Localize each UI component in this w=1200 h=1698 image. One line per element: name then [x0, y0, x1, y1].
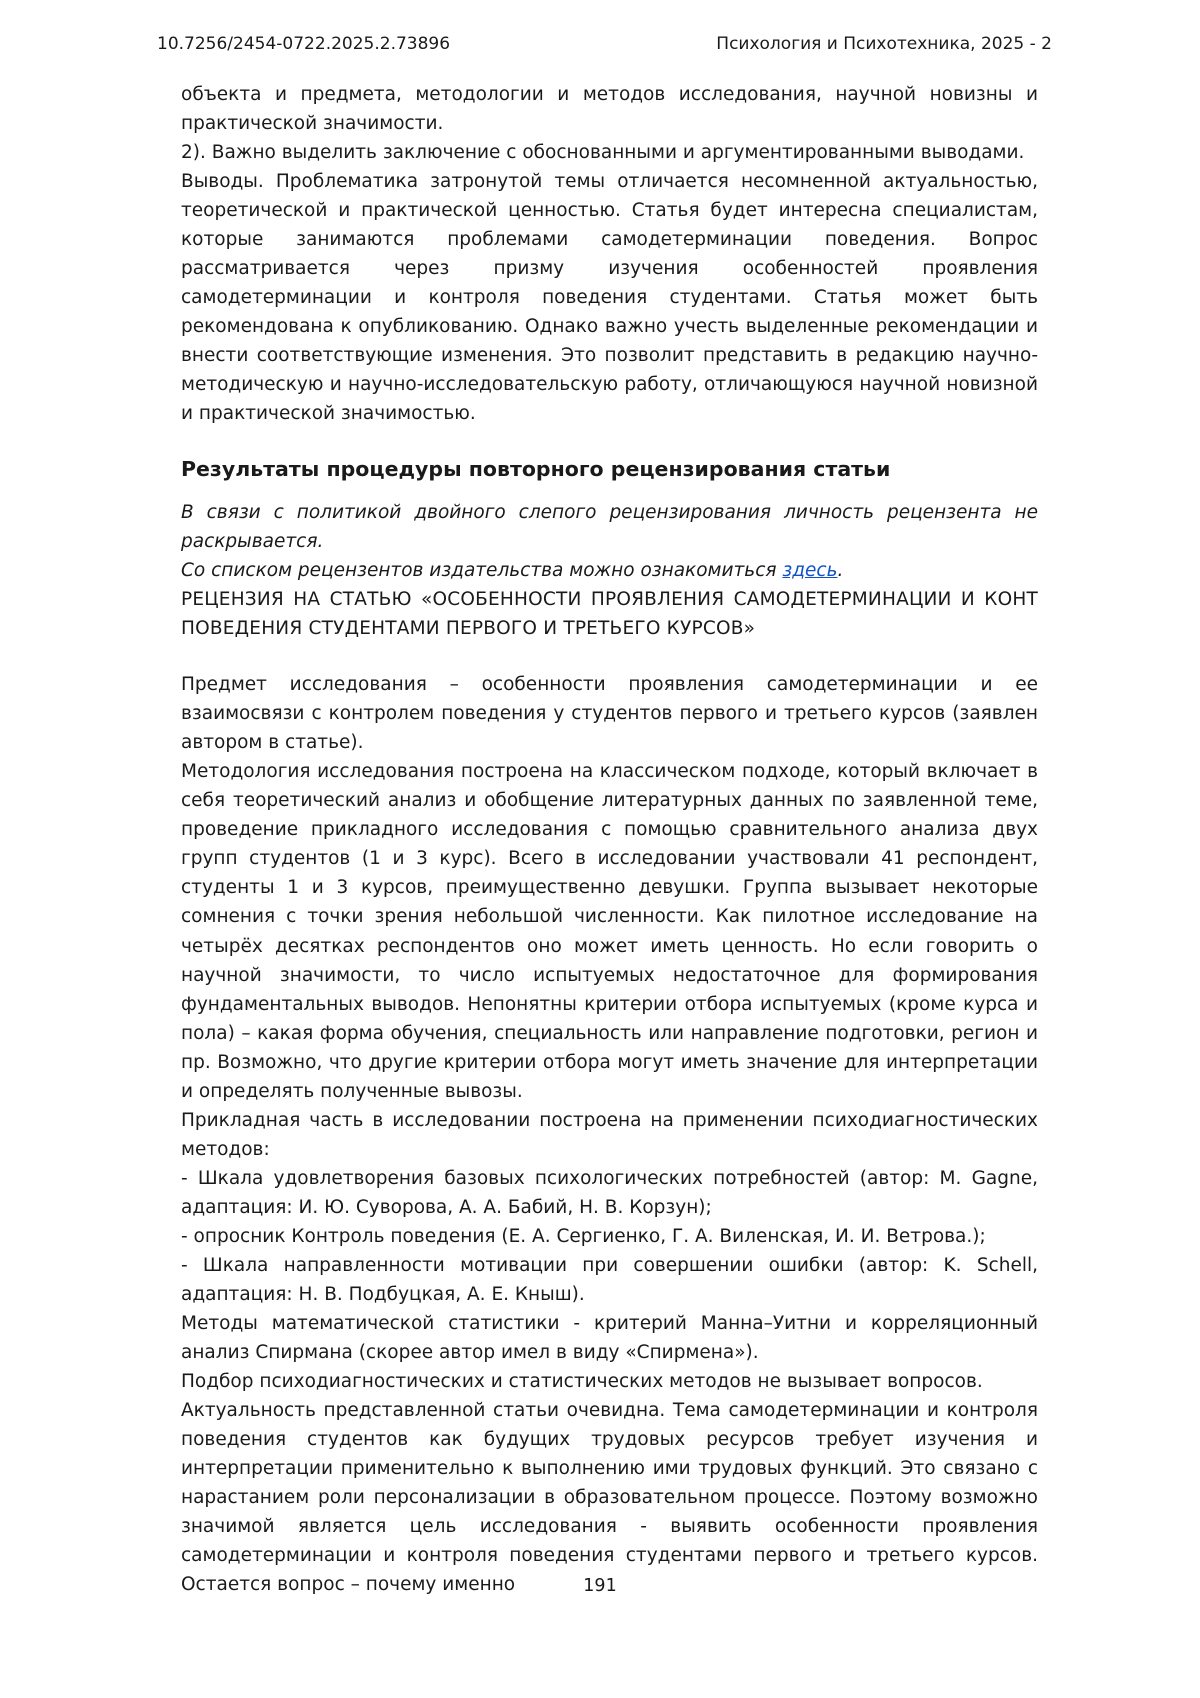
- paragraph-conclusions: Выводы. Проблематика затронутой темы отличается несомненной актуальностью, теоретической и практической ценностью. Статья будет интересна специалистам, которые занимаются проблемами самодетерминации поведения. Вопрос рассматривается через призму изучения особенностей проявления самодетерминации и контроля поведения студентами. Статья может быть рекомендована к опубликованию. Однако важно учесть выделенные рекомендации и внести соответствующие изменения. Это позволит представить в редакцию научно-методическую и научно-исследовательскую работу, отличающуюся научной новизной и практической значимостью.: [181, 171, 1038, 425]
- paragraph-subject: Предмет исследования – особенности проявления самодетерминации и ее взаимосвязи с контролем поведения у студентов первого и третьего курсов (заявлен автором в статье).: [181, 674, 1038, 754]
- journal-title: Психология и Психотехника, 2025 - 2: [716, 34, 1052, 54]
- page-body: [0, 54, 1200, 1599]
- list-item-scale-basic-needs: - Шкала удовлетворения базовых психологических потребностей (автор: M. Gagne, адаптация: И. Ю. Суворова, А. А. Бабий, Н. В. Корзун);: [181, 1167, 1038, 1218]
- doi-text: 10.7256/2454-0722.2025.2.73896: [157, 34, 451, 54]
- paragraph-conclusion-note: 2). Важно выделить заключение с обоснованными и аргументированными выводами.: [181, 142, 1025, 164]
- paragraph-reviewers-note: [181, 556, 1038, 585]
- list-item-behavior-control: - опросник Контроль поведения (Е. А. Сергиенко, Г. А. Виленская, И. И. Ветрова.);: [181, 1225, 986, 1247]
- page-header: [0, 0, 1200, 54]
- paragraph-applied-part: Прикладная часть в исследовании построена на применении психодиагностических методов:: [181, 1109, 1038, 1160]
- reviewers-note-prefix: Со списком рецензентов издательства можно ознакомиться: [181, 560, 783, 582]
- paragraph-blind-review-note: В связи с политикой двойного слепого рецензирования личность рецензента не раскрывается.: [181, 502, 1038, 553]
- page-number: 191: [583, 1576, 617, 1596]
- list-item-motivation-scale: - Шкала направленности мотивации при совершении ошибки (автор: K. Schell, адаптация: Н. В. Подбуцкая, А. Е. Кныш).: [181, 1254, 1038, 1305]
- review-article-title: РЕЦЕНЗИЯ НА СТАТЬЮ «ОСОБЕННОСТИ ПРОЯВЛЕНИЯ САМОДЕТЕРМИНАЦИИ И КОНТ ПОВЕДЕНИЯ СТУДЕНТАМИ ПЕРВОГО И ТРЕТЬЕГО КУРСОВ»: [181, 589, 1038, 640]
- paragraph-methods-selection: Подбор психодиагностических и статистических методов не вызывает вопросов.: [181, 1370, 983, 1392]
- paragraph-methodology: Методология исследования построена на классическом подходе, который включает в себя теоретический анализ и обобщение литературных данных по заявленной теме, проведение прикладного исследования с помощью сравнительного анализа двух групп студентов (1 и 3 курс). Всего в исследовании участвовали 41 респондент, студенты 1 и 3 курсов, преимущественно девушки. Группа вызывает некоторые сомнения с точки зрения небольшой численности. Как пилотное исследование на четырёх десятках респондентов оно может иметь ценность. Но если говорить о научной значимости, то число испытуемых недостаточное для формирования фундаментальных выводов. Непонятны критерии отбора испытуемых (кроме курса и пола) – какая форма обучения, специальность или направление подготовки, регион и пр. Возможно, что другие критерии отбора могут иметь значение для интерпретации и определять полученные вывозы.: [181, 761, 1038, 1102]
- paragraph-relevance: Актуальность представленной статьи очевидна. Тема самодетерминации и контроля поведения студентов как будущих трудовых ресурсов требует изучения и интерпретации применительно к выполнению ими трудовых функций. Это связано с нарастанием роли персонализации в образовательном процессе. Поэтому возможно значимой является цель исследования - выявить особенности проявления самодетерминации и контроля поведения студентами первого и третьего курсов. Остается вопрос – почему именно: [181, 1400, 1038, 1596]
- paragraph-requirements: объекта и предмета, методологии и методов исследования, научной новизны и практической значимости.: [181, 84, 1038, 135]
- section-heading: Результаты процедуры повторного рецензирования статьи: [181, 457, 891, 482]
- page-footer: [0, 1576, 1200, 1596]
- reviewers-list-link[interactable]: здесь: [782, 560, 838, 582]
- paragraph-statistics-methods: Методы математической статистики - критерий Манна–Уитни и корреляционный анализ Спирмана (скорее автор имел в виду «Спирмена»).: [181, 1312, 1038, 1363]
- reviewers-note-suffix: .: [837, 560, 844, 582]
